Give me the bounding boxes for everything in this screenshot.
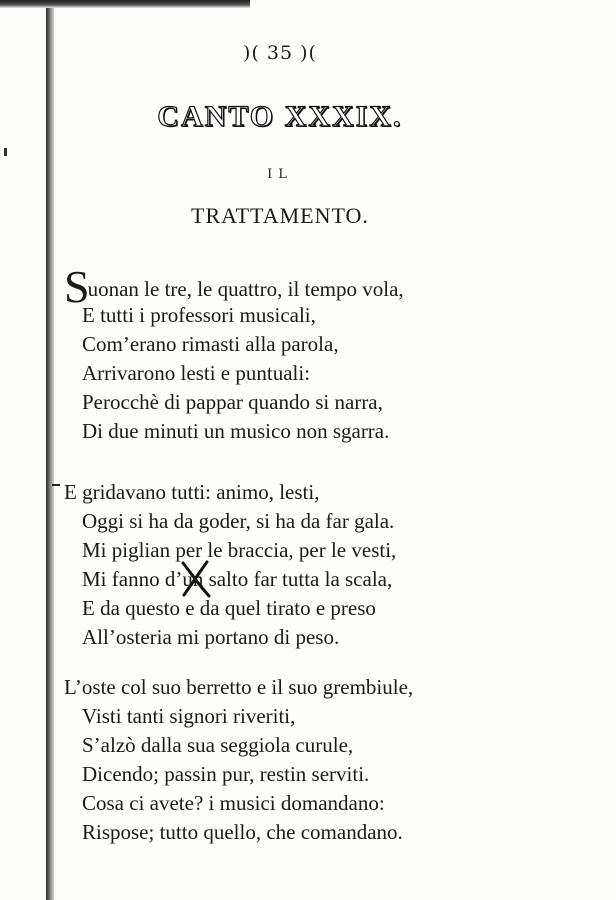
verse-line: All’osteria mi portano di peso. [82, 625, 340, 649]
verse-line: Oggi si ha da goder, si ha da far gala. [82, 509, 395, 533]
verse-line: Cosa ci avete? i musici domandano: [82, 791, 385, 815]
subtitle-article: IL [267, 167, 293, 182]
verse-line: Visti tanti signori riveriti, [82, 704, 296, 728]
verse-line: Com’erano rimasti alla parola, [82, 332, 339, 356]
verse-line: Mi fanno d’un salto far tutta la scala, [82, 567, 393, 591]
stanza-1 [64, 261, 534, 446]
verse-line: Rispose; tutto quello, che comandano. [82, 820, 403, 844]
drop-cap: S [64, 261, 90, 312]
page-number: )( 35 )( [243, 42, 317, 64]
verse-line: S’alzò dalla sua seggiola curule, [82, 733, 354, 757]
stanza-3 [64, 673, 534, 847]
subtitle-title: TRATTAMENTO. [191, 203, 369, 228]
verse-line: E da questo e da quel tirato e preso [82, 596, 376, 620]
verse-line: Arrivarono lesti e puntuali: [82, 361, 311, 385]
verse-line: Perocchè di pappar quando si narra, [82, 390, 383, 414]
verse-text: uonan le tre, le quattro, il tempo vola, [87, 277, 404, 301]
verse-line: Mi piglian per le braccia, per le vesti, [82, 538, 397, 562]
verse-line: Di due minuti un musico non sgarra. [82, 419, 390, 443]
canto-title: CANTO XXXIX. [157, 100, 403, 133]
scan-edge-shadow [0, 0, 250, 8]
verse-line: Dicendo; passin pur, restin serviti. [82, 762, 370, 786]
verse-line: E gridavano tutti: animo, lesti, [64, 480, 320, 504]
handwritten-cross-mark [179, 559, 213, 599]
margin-speck [4, 148, 7, 156]
stanza-2 [64, 478, 534, 652]
verse-line [64, 261, 534, 312]
margin-dash [52, 484, 60, 486]
binding-shadow [46, 0, 54, 900]
verse-line: E tutti i professori musicali, [82, 303, 316, 327]
verse-line: L’oste col suo berretto e il suo grembiule, [64, 675, 414, 699]
